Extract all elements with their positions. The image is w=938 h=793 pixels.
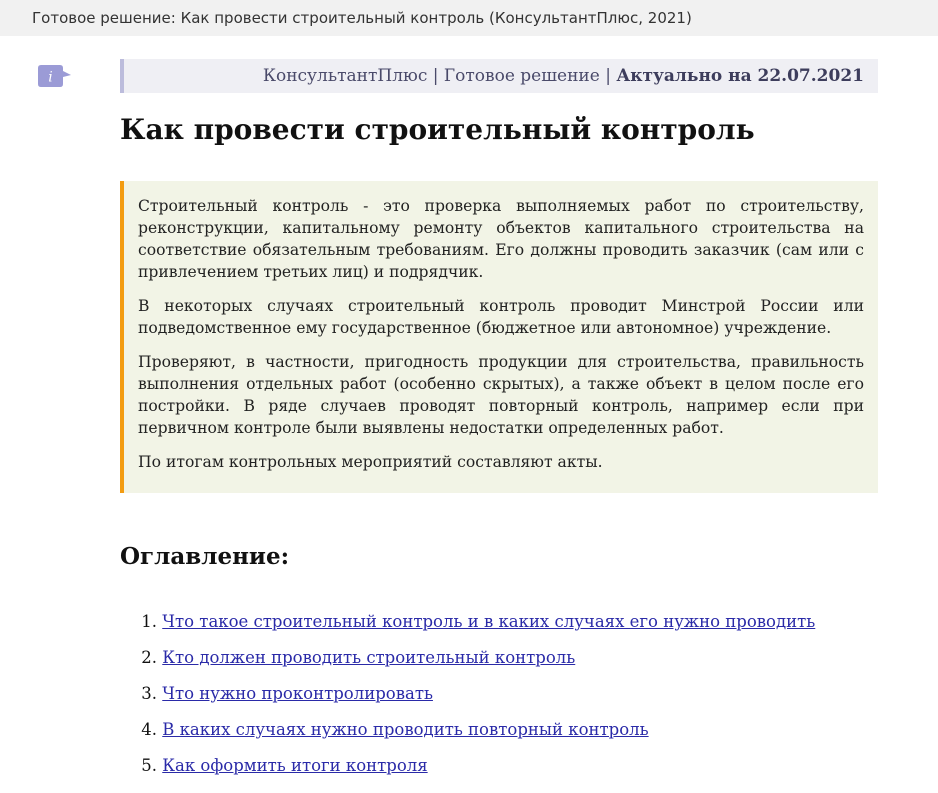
summary-box xyxy=(120,181,878,493)
actuality-date: Актуально на 22.07.2021 xyxy=(616,66,864,86)
window-title-bar xyxy=(0,0,938,36)
toc-item xyxy=(120,604,815,640)
toc-link[interactable]: Как оформить итоги контроля xyxy=(162,756,428,775)
window-title: Готовое решение: Как провести строительный контроль (КонсультантПлюс, 2021) xyxy=(32,9,692,27)
header-separator: | xyxy=(427,66,444,86)
toc-item-number: 5. xyxy=(141,756,157,775)
toc-item xyxy=(120,748,815,784)
toc-item xyxy=(120,676,815,712)
toc-item-number: 3. xyxy=(141,684,157,703)
toc-item-number: 1. xyxy=(141,612,157,631)
header-separator: | xyxy=(599,66,617,86)
toc-item xyxy=(120,712,815,748)
toc-list xyxy=(120,604,815,784)
toc-link[interactable]: Кто должен проводить строительный контроль xyxy=(162,648,576,667)
page-title: Как провести строительный контроль xyxy=(120,113,755,146)
toc-link[interactable]: В каких случаях нужно проводить повторный контроль xyxy=(162,720,649,739)
summary-paragraph: По итогам контрольных мероприятий составляют акты. xyxy=(138,453,603,471)
doc-type-label: Готовое решение xyxy=(443,66,600,86)
toc-item-number: 2. xyxy=(141,648,157,667)
toc-link[interactable]: Что нужно проконтролировать xyxy=(162,684,433,703)
summary-paragraph: Строительный контроль - это проверка выполняемых работ по строительству, реконструкции, капитальному ремонту объектов капитального строительства на соответствие обязательным требованиям. Его должны проводить заказчик (сам или с привлечением третьих лиц) и подрядчик. xyxy=(138,197,864,281)
summary-paragraph: В некоторых случаях строительный контроль проводит Минстрой России или подведомственное ему государственное (бюджетное или автономное) учреждение. xyxy=(138,297,864,337)
toc-link[interactable]: Что такое строительный контроль и в каких случаях его нужно проводить xyxy=(162,612,816,631)
toc-item xyxy=(120,640,815,676)
info-icon[interactable] xyxy=(38,64,72,90)
document-header-strip xyxy=(120,59,878,93)
toc-item-number: 4. xyxy=(141,720,157,739)
source-label: КонсультантПлюс xyxy=(262,66,428,86)
summary-paragraph: Проверяют, в частности, пригодность продукции для строительства, правильность выполнения отдельных работ (особенно скрытых), а также объект в целом после его постройки. В ряде случаев проводят повторный контроль, например если при первичном контроле были выявлены недостатки определенных работ. xyxy=(138,353,864,437)
toc-heading: Оглавление: xyxy=(120,543,290,570)
svg-text:i: i xyxy=(48,69,53,86)
